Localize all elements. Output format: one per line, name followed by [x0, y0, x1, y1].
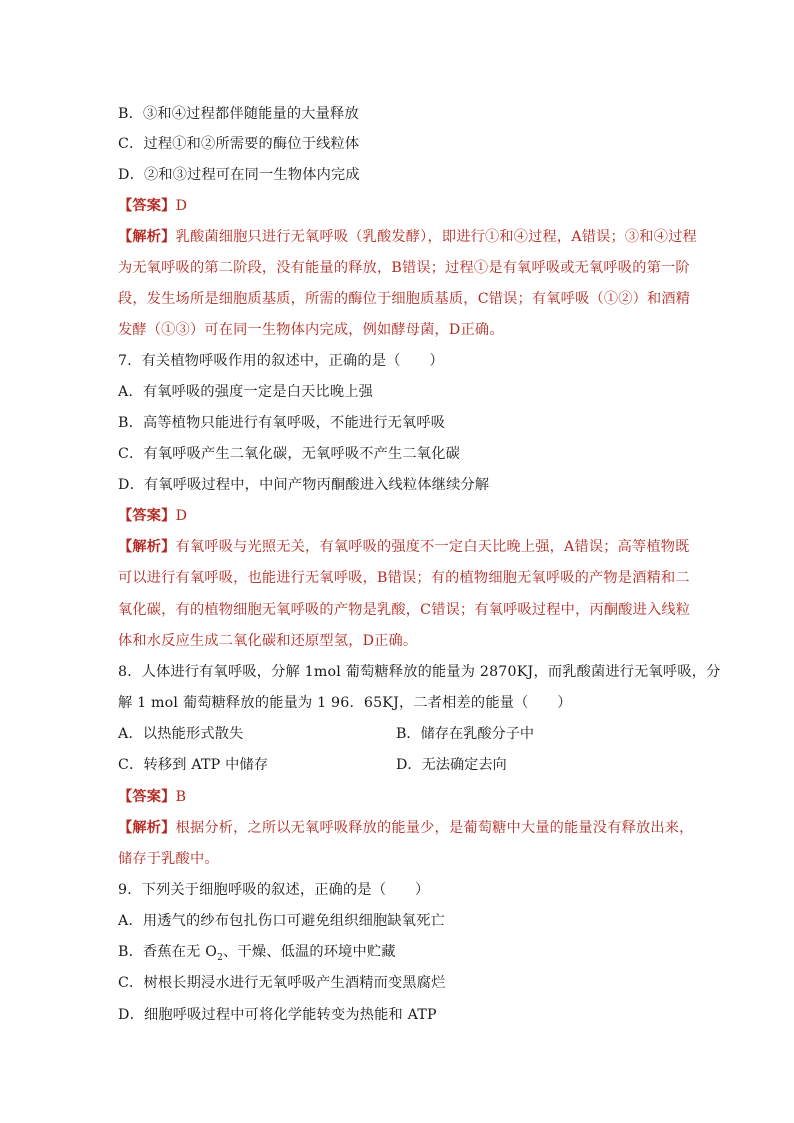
q9-option-b [118, 942, 396, 968]
answer-tag: 【答案】 [118, 789, 176, 805]
answer-value: D [175, 508, 188, 524]
q6-option-b: B．③和④过程都伴随能量的大量释放 [118, 106, 359, 122]
q8-option-a: A．以热能形式散失 [118, 726, 244, 742]
analysis-text: 乳酸菌细胞只进行无氧呼吸（乳酸发酵），即进行①和④过程，A错误；③和④过程 [175, 229, 697, 245]
q7-analysis-line-1 [118, 537, 690, 557]
answer-tag: 【答案】 [118, 508, 176, 524]
analysis-text: 有氧呼吸与光照无关，有氧呼吸的强度不一定白天比晚上强，A错误；高等植物既 [175, 539, 690, 555]
q9-option-b-subscript: 2 [217, 952, 224, 963]
q6-analysis-line-3: 段，发生场所是细胞质基质，所需的酶位于细胞质基质，C错误；有氧呼吸（①②）和酒精 [118, 291, 691, 307]
q7-option-d: D．有氧呼吸过程中，中间产物丙酮酸进入线粒体继续分解 [118, 477, 490, 493]
q7-option-a: A．有氧呼吸的强度一定是白天比晚上强 [118, 384, 374, 400]
q7-answer [118, 506, 187, 526]
q6-analysis-line-4: 发酵（①③）可在同一生物体内完成，例如酵母菌，D正确。 [118, 322, 504, 338]
q7-analysis-line-4: 体和水反应生成二氧化碳和还原型氢，D正确。 [118, 633, 418, 649]
q7-option-c: C．有氧呼吸产生二氧化碳，无氧呼吸不产生二氧化碳 [118, 446, 460, 462]
q8-analysis-line-2: 储存于乳酸中。 [118, 851, 219, 867]
answer-tag: 【答案】 [118, 198, 176, 214]
q8-stem-line-2: 解 1 mol 葡萄糖释放的能量为 1 96．65KJ，二者相差的能量（ ） [118, 695, 572, 711]
analysis-tag: 【解析】 [118, 229, 176, 245]
q8-option-b: B．储存在乳酸分子中 [396, 726, 535, 742]
q9-option-d: D．细胞呼吸过程中可将化学能转变为热能和 ATP [118, 1007, 437, 1023]
q7-option-b: B．高等植物只能进行有氧呼吸，不能进行无氧呼吸 [118, 415, 446, 431]
q6-analysis-line-2: 为无氧呼吸的第二阶段，没有能量的释放，B错误；过程①是有氧呼吸或无氧呼吸的第一阶 [118, 260, 690, 276]
q9-option-b-pre: B．香蕉在无 O [118, 944, 218, 960]
q8-answer [118, 787, 186, 807]
q7-analysis-line-3: 氧化碳，有的植物细胞无氧呼吸的产物是乳酸，C错误；有氧呼吸过程中，丙酮酸进入线粒 [118, 602, 691, 618]
q9-option-b-post: 、干燥、低温的环境中贮藏 [223, 944, 396, 960]
q6-option-d: D．②和③过程可在同一生物体内完成 [118, 167, 360, 183]
q7-stem: 7．有关植物呼吸作用的叙述中，正确的是（ ） [118, 353, 444, 369]
q8-option-d: D．无法确定去向 [396, 757, 507, 773]
q7-analysis-line-2: 可以进行有氧呼吸，也能进行无氧呼吸，B错误；有的植物细胞无氧呼吸的产物是酒精和二 [118, 570, 690, 586]
analysis-text: 根据分析，之所以无氧呼吸释放的能量少，是葡萄糖中大量的能量没有释放出来， [175, 820, 694, 836]
q6-answer [118, 196, 187, 216]
q9-option-c: C．树根长期浸水进行无氧呼吸产生酒精而变黑腐烂 [118, 975, 446, 991]
analysis-tag: 【解析】 [118, 820, 176, 836]
q8-option-c: C．转移到 ATP 中储存 [118, 757, 269, 773]
q8-stem-line-1: 8．人体进行有氧呼吸，分解 1mol 葡萄糖释放的能量为 2870KJ，而乳酸菌进行无氧呼吸，分 [118, 664, 721, 680]
answer-value: D [175, 198, 188, 214]
q6-option-c: C．过程①和②所需要的酶位于线粒体 [118, 136, 360, 152]
analysis-tag: 【解析】 [118, 539, 176, 555]
q6-analysis-line-1 [118, 227, 697, 247]
answer-value: B [175, 789, 187, 805]
q9-option-a: A．用透气的纱布包扎伤口可避免组织细胞缺氧死亡 [118, 913, 445, 929]
q9-stem: 9．下列关于细胞呼吸的叙述，正确的是（ ） [118, 882, 430, 898]
q8-analysis-line-1 [118, 818, 694, 838]
